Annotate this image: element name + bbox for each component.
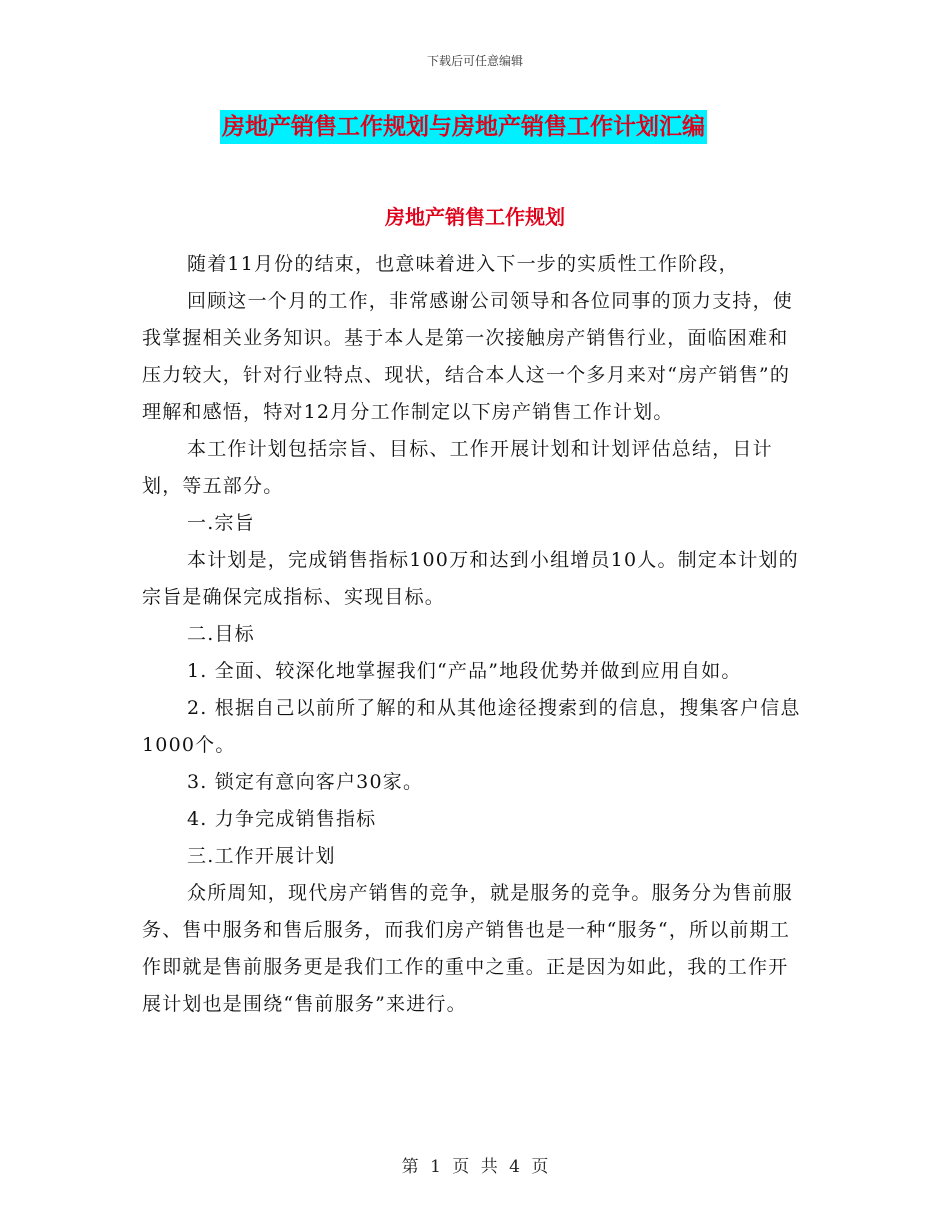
- list-item: 1. 全面、较深化地掌握我们“产品”地段优势并做到应用自如。: [187, 660, 742, 682]
- paragraph: 回顾这一个月的工作，非常感谢公司领导和各位同事的顶力支持，使我掌握相关业务知识。基于本人是第一次接触房产销售行业，面临困难和压力较大，针对行业特点、现状，结合本人这一个多月来对“房产销售”的理解和感悟，特对12月分工作制定以下房产销售工作计划。: [142, 290, 794, 423]
- section-heading: 二.目标: [187, 623, 255, 645]
- page-number-footer: 第 1 页 共 4 页: [401, 1157, 549, 1177]
- document-body: [142, 246, 807, 1023]
- list-item: 2. 根据自己以前所了解的和从其他途径搜索到的信息，搜集客户信息1000个。: [142, 697, 801, 756]
- section-heading: 一.宗旨: [187, 512, 255, 534]
- paragraph: 随着11月份的结束，也意味着进入下一步的实质性工作阶段，: [187, 253, 739, 275]
- paragraph: 本计划是，完成销售指标100万和达到小组增员10人。制定本计划的宗旨是确保完成指标、实现目标。: [142, 549, 799, 608]
- document-main-title: 房地产销售工作规划与房地产销售工作计划汇编: [220, 110, 707, 144]
- header-note: 下载后可任意编辑: [426, 54, 523, 68]
- list-item: 3. 锁定有意向客户30家。: [187, 771, 424, 793]
- paragraph: 众所周知，现代房产销售的竞争，就是服务的竞争。服务分为售前服务、售中服务和售后服务，而我们房产销售也是一种“服务“，所以前期工作即就是售前服务更是我们工作的重中之重。正是因为如此，我的工作开展计划也是围绕“售前服务”来进行。: [142, 882, 794, 1015]
- paragraph: 本工作计划包括宗旨、目标、工作开展计划和计划评估总结，日计划，等五部分。: [142, 438, 773, 497]
- section-title: 房地产销售工作规划: [385, 205, 565, 229]
- section-heading: 三.工作开展计划: [187, 845, 336, 867]
- list-item: 4. 力争完成销售指标: [187, 808, 377, 830]
